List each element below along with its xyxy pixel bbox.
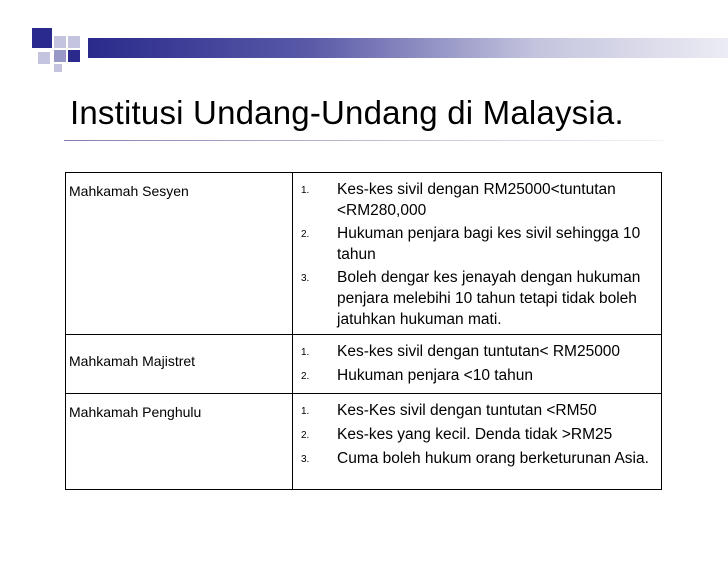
decor-square-7 [54,64,62,72]
decor-square-4 [38,52,50,64]
jurisdiction-list [293,173,661,334]
table-row [66,173,662,335]
item-number: 2. [301,371,310,382]
decor-square-1 [32,28,52,48]
item-number: 1. [301,347,310,358]
court-name: Mahkamah Majistret [69,353,196,369]
list-item [293,448,657,470]
decor-square-5 [54,50,66,62]
court-details-cell [293,173,662,335]
jurisdiction-list [293,335,661,391]
court-name: Mahkamah Sesyen [69,183,189,199]
decor-square-2 [54,36,66,48]
item-number: 2. [301,430,310,441]
court-table [65,172,662,490]
list-item [293,267,657,330]
item-text: Kes-kes sivil dengan RM25000<tuntutan <RM280,000 [337,181,616,219]
table-row [66,394,662,490]
list-item [293,365,657,387]
jurisdiction-list [293,394,661,474]
item-number: 3. [301,454,310,465]
table-row [66,335,662,394]
court-name-cell [66,394,293,490]
court-details-cell [293,335,662,394]
decor-square-6 [68,50,80,62]
item-text: Hukuman penjara <10 tahun [337,367,534,384]
court-details-cell [293,394,662,490]
list-item [293,179,657,221]
decor-square-3 [68,36,80,48]
list-item [293,400,657,422]
item-number: 3. [301,273,310,284]
header-gradient-bar [88,38,728,58]
court-name: Mahkamah Penghulu [69,404,202,420]
court-name-cell [66,173,293,335]
list-item [293,341,657,363]
item-number: 1. [301,406,310,417]
item-text: Kes-kes sivil dengan tuntutan< RM25000 [337,343,621,360]
item-text: Cuma boleh hukum orang berketurunan Asia. [337,450,649,467]
item-text: Kes-kes yang kecil. Denda tidak >RM25 [337,426,613,443]
item-text: Hukuman penjara bagi kes sivil sehingga 10 tahun [337,225,641,263]
title-underline [64,140,664,141]
item-number: 2. [301,229,310,240]
list-item [293,223,657,265]
slide-title: Institusi Undang-Undang di Malaysia. [70,94,624,131]
item-number: 1. [301,185,310,196]
court-name-cell [66,335,293,394]
item-text: Kes-Kes sivil dengan tuntutan <RM50 [337,402,597,419]
item-text: Boleh dengar kes jenayah dengan hukuman penjara melebihi 10 tahun tetapi tidak boleh jatuhkan hukuman mati. [337,269,641,328]
list-item [293,424,657,446]
